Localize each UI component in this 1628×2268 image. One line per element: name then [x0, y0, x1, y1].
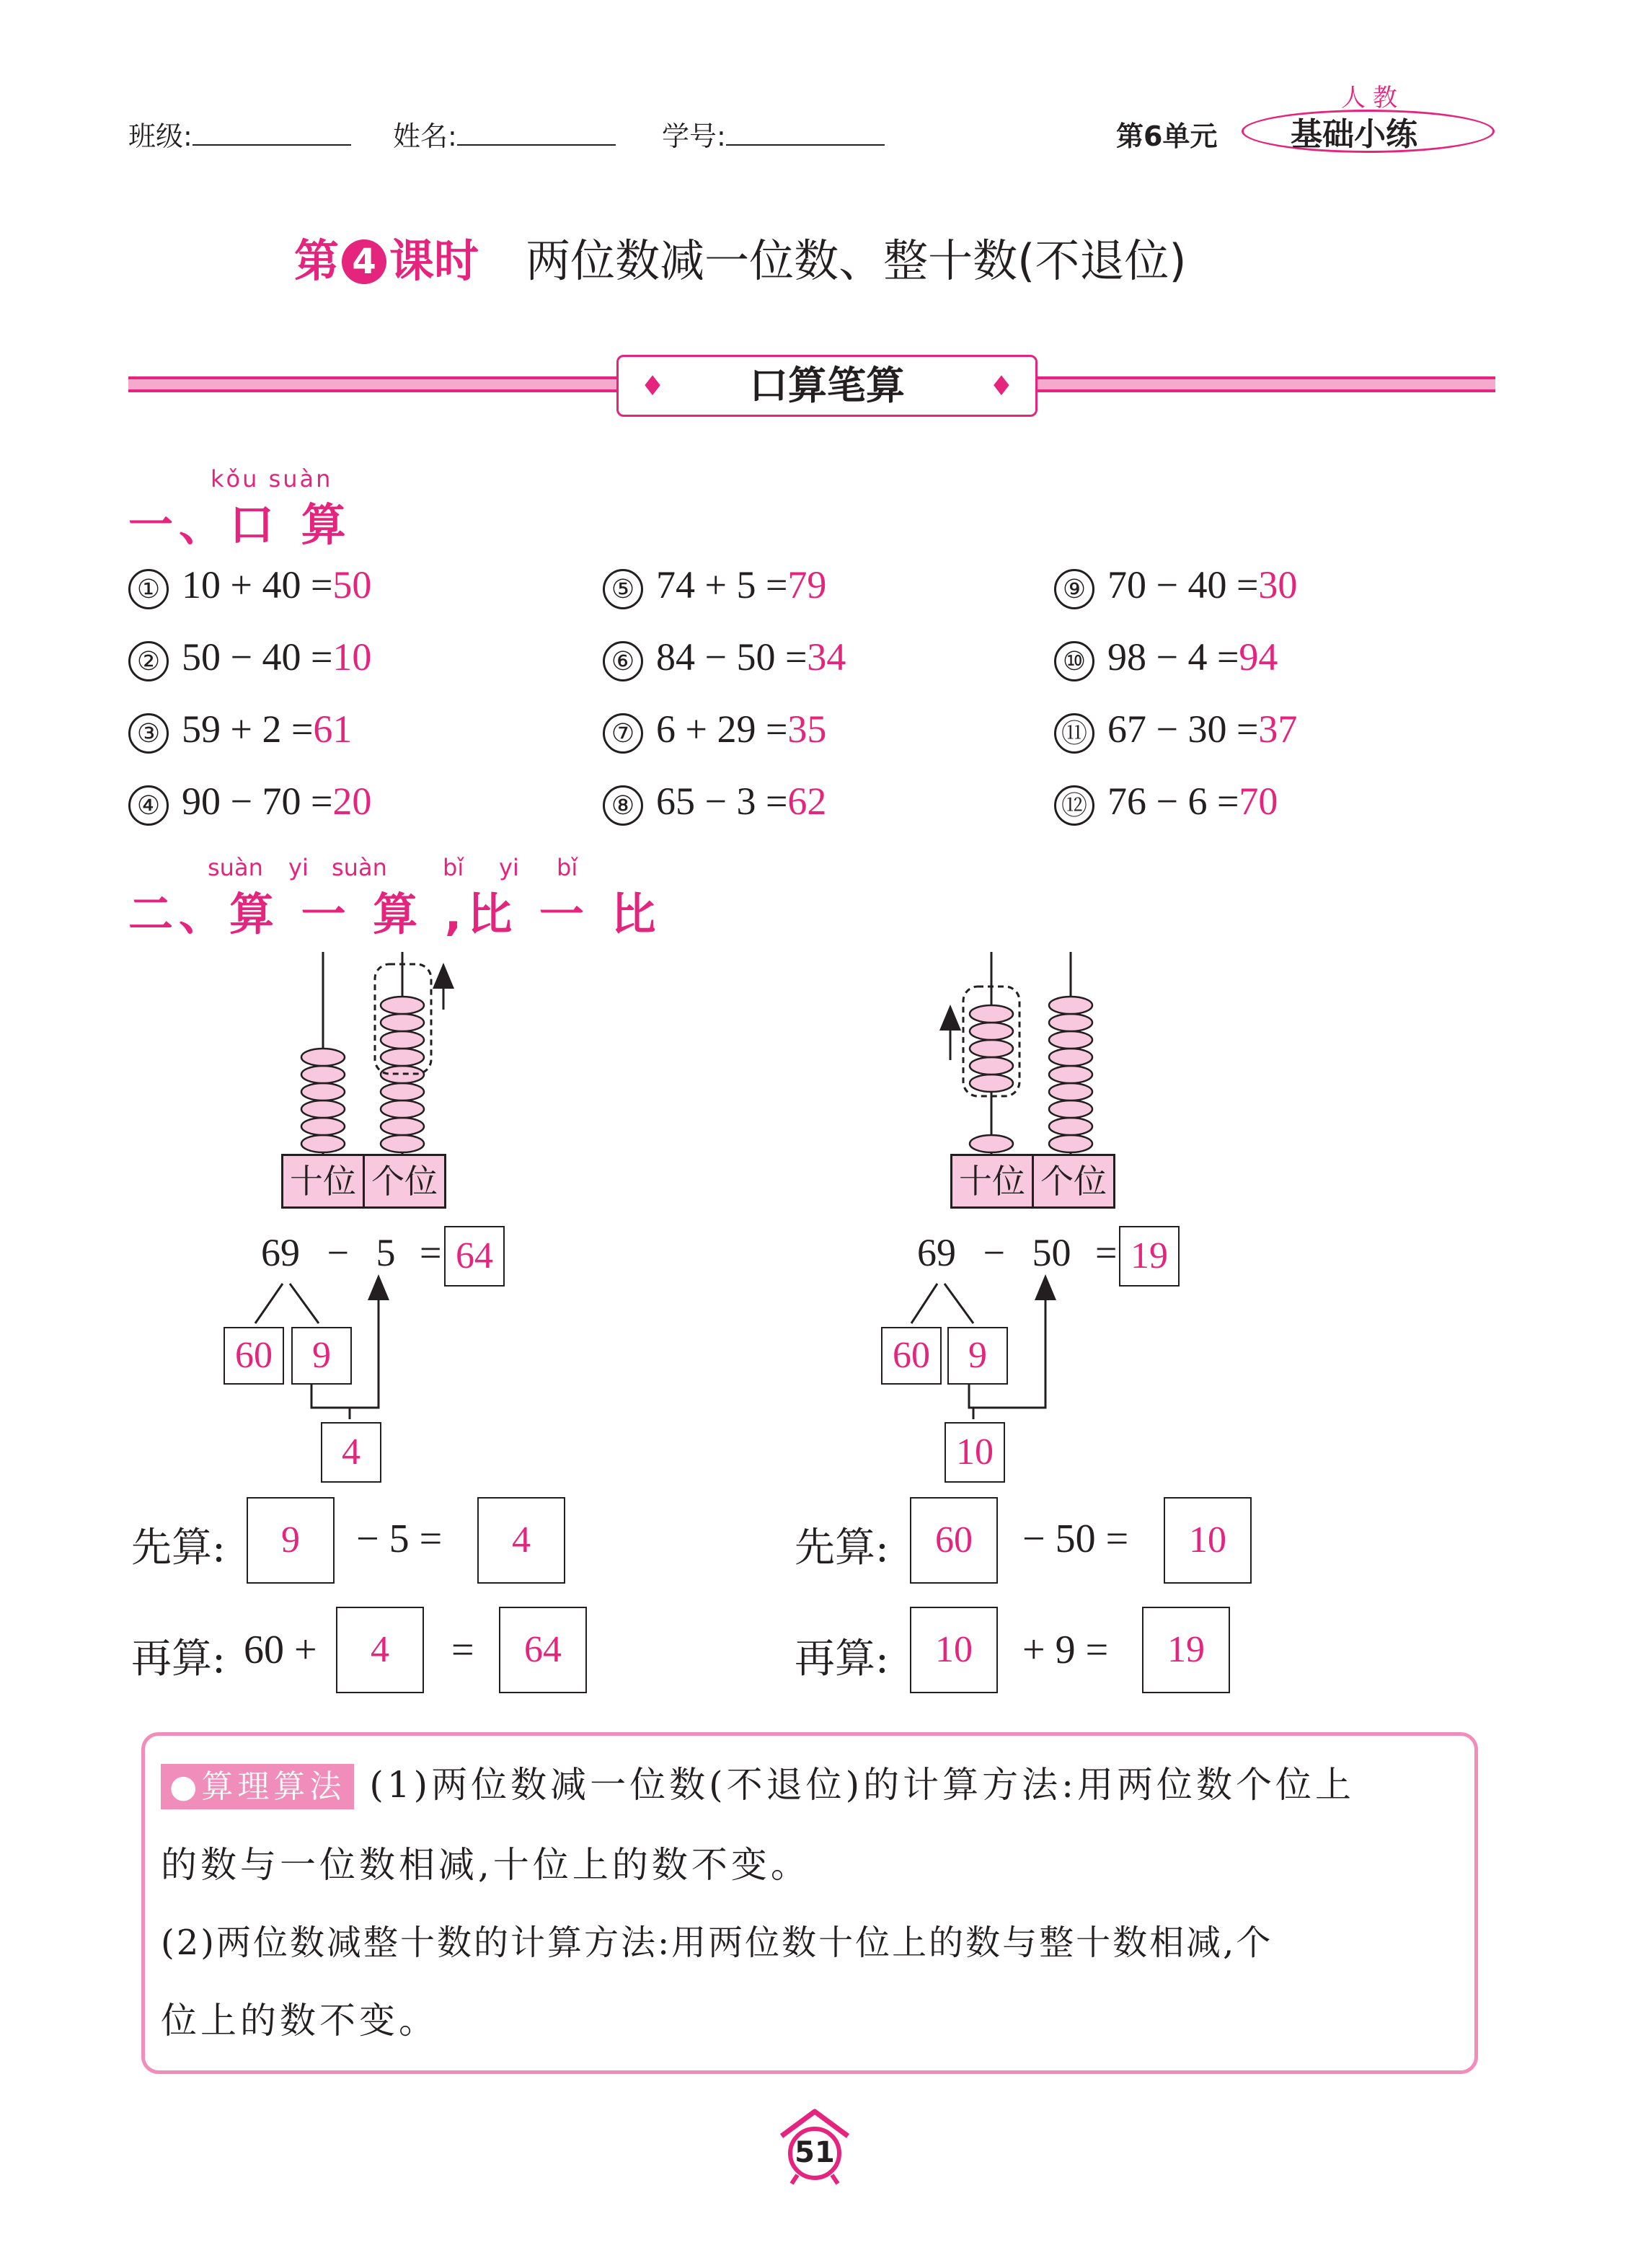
id-label: 学号:: [662, 120, 726, 152]
abacus-bead: [1049, 1049, 1092, 1066]
abacus-bead: [1049, 1066, 1092, 1083]
pinyin-5: yi: [499, 854, 519, 881]
abacus-bead: [381, 1014, 424, 1031]
tip-line-4: 位上的数不变。: [161, 2000, 438, 2042]
ones-label-left: 个位: [365, 1154, 446, 1209]
place-label-left: [281, 1154, 446, 1209]
tip-text: [161, 1746, 1466, 2060]
right-first-label: 先算:: [795, 1524, 889, 1571]
abacus-bead: [381, 1083, 424, 1100]
item-answer[interactable]: 20: [332, 780, 372, 823]
abacus-bead: [970, 1005, 1013, 1023]
item-question: 65 − 3 =: [656, 780, 788, 823]
left-then-label: 再算:: [131, 1636, 226, 1682]
item-answer[interactable]: 62: [787, 780, 827, 823]
series-title: 基础小练: [1291, 116, 1417, 153]
section1-pinyin: kǒu suàn: [211, 465, 333, 493]
left-first-r[interactable]: 4: [477, 1497, 565, 1584]
item-number: ⑫: [1054, 785, 1094, 826]
lesson-title: 两位数减一位数、整十数(不退位): [526, 234, 1187, 287]
abacus-bead: [381, 1049, 424, 1066]
right-first-a[interactable]: 60: [910, 1497, 998, 1584]
item-question: 90 − 70 =: [182, 780, 333, 823]
left-result-box[interactable]: 64: [444, 1226, 505, 1287]
item-question: 10 + 40 =: [182, 563, 333, 606]
right-equation: [917, 1230, 1117, 1275]
abacus-bead: [970, 1057, 1013, 1075]
abacus-bead: [381, 1135, 424, 1152]
beads-left-tens: [301, 1049, 345, 1152]
tip-line-1: [161, 1746, 1466, 1826]
abacus-bead: [1049, 997, 1092, 1014]
right-eq: =: [1094, 1231, 1118, 1274]
item-answer[interactable]: 10: [332, 635, 372, 679]
abacus-bead: [970, 1040, 1013, 1057]
item-answer[interactable]: 79: [787, 563, 827, 606]
item-question: 6 + 29 =: [656, 707, 788, 751]
right-split-ones[interactable]: 9: [947, 1327, 1008, 1385]
abacus-bead: [381, 1118, 424, 1135]
right-partial-box[interactable]: 10: [944, 1422, 1005, 1483]
abacus-bead: [301, 1135, 345, 1152]
abacus-bead: [301, 1049, 345, 1066]
item-answer[interactable]: 34: [807, 635, 846, 679]
banner-title: 口算笔算: [749, 363, 905, 408]
tip-line-2: 的数与一位数相减,十位上的数不变。: [161, 1844, 810, 1886]
item-answer[interactable]: 35: [787, 707, 827, 751]
right-op: −: [983, 1231, 1005, 1274]
tens-label-left: 十位: [281, 1154, 365, 1209]
right-result-box[interactable]: 19: [1119, 1226, 1180, 1287]
ones-label-right: 个位: [1034, 1154, 1115, 1209]
left-equation: [261, 1230, 441, 1275]
left-minuend: 69: [261, 1231, 300, 1274]
pinyin-3: suàn: [332, 854, 387, 881]
abacus-bead: [301, 1083, 345, 1100]
item-question: 98 − 4 =: [1107, 635, 1239, 679]
right-subtrahend: 50: [1032, 1231, 1071, 1274]
item-question: 59 + 2 =: [182, 707, 314, 751]
pinyin-2: yi: [288, 854, 309, 881]
item-answer[interactable]: 30: [1258, 563, 1298, 606]
abacus-bead: [1049, 1031, 1092, 1049]
left-eq: =: [419, 1231, 442, 1274]
tip-line-3: (2)两位数减整十数的计算方法:用两位数十位上的数与整十数相减,个: [161, 1923, 1273, 1963]
item-question: 70 − 40 =: [1107, 563, 1259, 606]
item-number: ⑨: [1054, 569, 1094, 609]
item-number: ⑤: [603, 569, 643, 609]
left-first-a[interactable]: 9: [247, 1497, 335, 1584]
item-answer[interactable]: 50: [332, 563, 372, 606]
item-answer[interactable]: 94: [1239, 635, 1278, 679]
tip-badge: ●算理算法: [161, 1764, 354, 1809]
item-number: ①: [128, 569, 169, 609]
item-question: 84 − 50 =: [656, 635, 808, 679]
abacus-bead: [1049, 1118, 1092, 1135]
place-label-right: [950, 1154, 1115, 1209]
right-first-op: − 50 =: [1022, 1517, 1129, 1561]
left-then-eq: =: [451, 1628, 474, 1672]
left-then-r[interactable]: 64: [499, 1607, 587, 1693]
lesson-suffix: 课时: [389, 234, 479, 287]
right-then-r[interactable]: 19: [1142, 1607, 1230, 1693]
tip-line-1-text: (1)两位数减一位数(不退位)的计算方法:用两位数个位上: [369, 1764, 1355, 1806]
tens-label-right: 十位: [950, 1154, 1034, 1209]
class-label: 班级:: [128, 120, 193, 152]
diamond-left-icon: ♦: [640, 370, 665, 402]
item-number: ⑩: [1054, 641, 1094, 681]
item-answer[interactable]: 37: [1258, 707, 1298, 751]
right-then-a[interactable]: 10: [910, 1607, 998, 1693]
beads-right-ones: [1049, 997, 1092, 1152]
abacus-bead: [301, 1100, 345, 1118]
lesson-number-badge: 4: [342, 239, 386, 284]
abacus-bead: [1049, 1014, 1092, 1031]
item-number: ②: [128, 641, 169, 681]
item-number: ⑧: [603, 785, 643, 826]
lesson-prefix: 第: [294, 234, 340, 287]
left-subtrahend: 5: [376, 1231, 396, 1274]
item-answer[interactable]: 70: [1239, 780, 1278, 823]
item-number: ⑦: [603, 713, 643, 754]
left-first-op: − 5 =: [356, 1517, 443, 1561]
pinyin-1: suàn: [208, 854, 263, 881]
right-split-tens[interactable]: 60: [881, 1327, 942, 1385]
section1-title: 一、口 算: [128, 498, 352, 551]
item-question: 74 + 5 =: [656, 563, 788, 606]
abacus-bead: [970, 1023, 1013, 1040]
abacus-left: [301, 952, 443, 1154]
abacus-bead: [970, 1135, 1013, 1152]
item-number: ⑪: [1054, 713, 1094, 754]
item-number: ⑥: [603, 641, 643, 681]
right-then-op: + 9 =: [1022, 1628, 1109, 1672]
section2-title: 二、算 一 算 ,比 一 比: [128, 888, 662, 940]
left-partial-box[interactable]: 4: [321, 1422, 381, 1483]
left-split-ones[interactable]: 9: [291, 1327, 352, 1385]
abacus-bead: [970, 1075, 1013, 1092]
abacus-bead: [381, 997, 424, 1014]
tip-box: [141, 1732, 1478, 2074]
pinyin-6: bǐ: [557, 854, 578, 881]
left-op: −: [327, 1231, 349, 1274]
left-first-label: 先算:: [131, 1524, 226, 1571]
series-small: 人教: [1341, 84, 1404, 112]
abacus-bead: [301, 1066, 345, 1083]
left-split-tens[interactable]: 60: [224, 1327, 284, 1385]
item-answer[interactable]: 61: [313, 707, 353, 751]
abacus-bead: [1049, 1083, 1092, 1100]
abacus-bead: [381, 1031, 424, 1049]
left-then-a: 60 +: [244, 1628, 317, 1672]
item-question: 67 − 30 =: [1107, 707, 1259, 751]
abacus-bead: [1049, 1135, 1092, 1152]
right-first-r[interactable]: 10: [1164, 1497, 1252, 1584]
item-number: ④: [128, 785, 169, 826]
pinyin-4: bǐ: [443, 854, 464, 881]
item-question: 76 − 6 =: [1107, 780, 1239, 823]
abacus-bead: [381, 1100, 424, 1118]
name-label: 姓名:: [393, 120, 457, 152]
right-then-label: 再算:: [795, 1636, 889, 1682]
abacus-bead: [1049, 1100, 1092, 1118]
abacus-right: [950, 952, 1092, 1154]
right-minuend: 69: [917, 1231, 956, 1274]
abacus-bead: [301, 1118, 345, 1135]
page-number: 51: [795, 2136, 835, 2169]
item-question: 50 − 40 =: [182, 635, 333, 679]
left-then-b[interactable]: 4: [336, 1607, 424, 1693]
unit-label: 第6单元: [1116, 120, 1218, 152]
item-number: ③: [128, 713, 169, 754]
diamond-right-icon: ♦: [988, 370, 1014, 402]
